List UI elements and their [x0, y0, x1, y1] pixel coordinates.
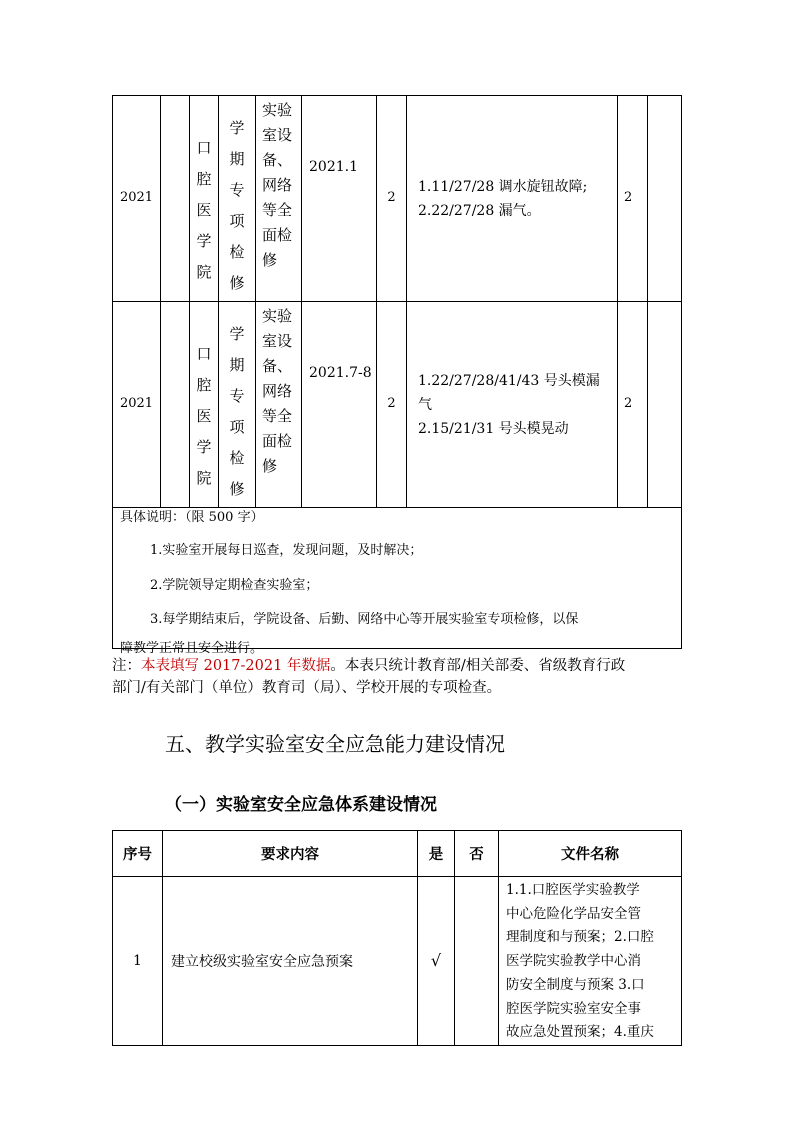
description-item: 3.每学期结束后，学院设备、后勤、网络中心等开展实验室专项检修，以保 [150, 612, 579, 628]
inspection-type-cell: 学 期 专 项 检 修 [219, 96, 256, 302]
note-prefix: 注： [112, 658, 141, 674]
inspection-table [112, 95, 682, 657]
count-cell: 2 [377, 96, 407, 302]
date-cell: 2021.7-8 [302, 302, 377, 508]
date-cell: 2021.1 [302, 96, 377, 302]
inspection-content-cell: 实验 室设 备、 网络 等全 面检 修 [256, 302, 302, 508]
blank-cell [648, 96, 682, 302]
inspection-type-cell: 学 期 专 项 检 修 [219, 302, 256, 508]
description-item: 2.学院领导定期检查实验室； [150, 577, 319, 593]
header-no-col: 否 [455, 831, 499, 877]
row-number: 1 [113, 877, 163, 1046]
section-title: 五、教学实验室安全应急能力建设情况 [165, 732, 505, 756]
header-no: 序号 [113, 831, 163, 877]
inspection-row [113, 302, 682, 508]
unit-cell: 口 腔 医 学 院 [190, 96, 219, 302]
note-text: 。本表只统计教育部/相关部委、省级教育行政 [330, 658, 626, 674]
description-item: 1.实验室开展每日巡查，发现问题，及时解决； [150, 542, 423, 558]
no-mark [455, 877, 499, 1046]
description-label: 具体说明：（限 500 字） [120, 510, 264, 525]
fixed-count-cell: 2 [618, 96, 648, 302]
problems-cell: 1.11/27/28 调水旋钮故障; 2.22/27/28 漏气。 [407, 96, 618, 302]
yes-checkmark: √ [418, 877, 455, 1046]
inspection-content-cell: 实验 室设 备、 网络 等全 面检 修 [256, 96, 302, 302]
note-text: 部门/有关部门（单位）教育司（局）、学校开展的专项检查。 [112, 680, 502, 696]
emergency-system-table [112, 830, 682, 1046]
year-cell: 2021 [113, 96, 161, 302]
blank-cell [648, 302, 682, 508]
table-row [113, 877, 682, 1046]
header-files: 文件名称 [499, 831, 682, 877]
header-requirement: 要求内容 [163, 831, 418, 877]
table-note [112, 655, 692, 699]
fixed-count-cell: 2 [618, 302, 648, 508]
file-names: 1.1.口腔医学实验教学 中心危险化学品安全管 理制度和与预案；2.口腔 医学院实验教学中心消 防安全制度与预案 3.口 腔医学院实验室安全事 故应急处置预案；4.重庆 [499, 877, 682, 1046]
note-highlight: 本表填写 2017-2021 年数据 [141, 658, 331, 674]
count-cell: 2 [377, 302, 407, 508]
header-yes: 是 [418, 831, 455, 877]
subsection-title: （一）实验室安全应急体系建设情况 [165, 795, 437, 815]
requirement-text: 建立校级实验室安全应急预案 [163, 877, 418, 1046]
problems-cell: 1.22/27/28/41/43 号头模漏 气 2.15/21/31 号头模晃动 [407, 302, 618, 508]
blank-cell [161, 96, 190, 302]
unit-cell: 口 腔 医 学 院 [190, 302, 219, 508]
year-cell: 2021 [113, 302, 161, 508]
table-header-row [113, 831, 682, 877]
inspection-row [113, 96, 682, 302]
blank-cell [161, 302, 190, 508]
description-item: 障教学正常且安全进行。 [120, 641, 264, 657]
description-cell [113, 508, 682, 657]
description-row [113, 508, 682, 649]
